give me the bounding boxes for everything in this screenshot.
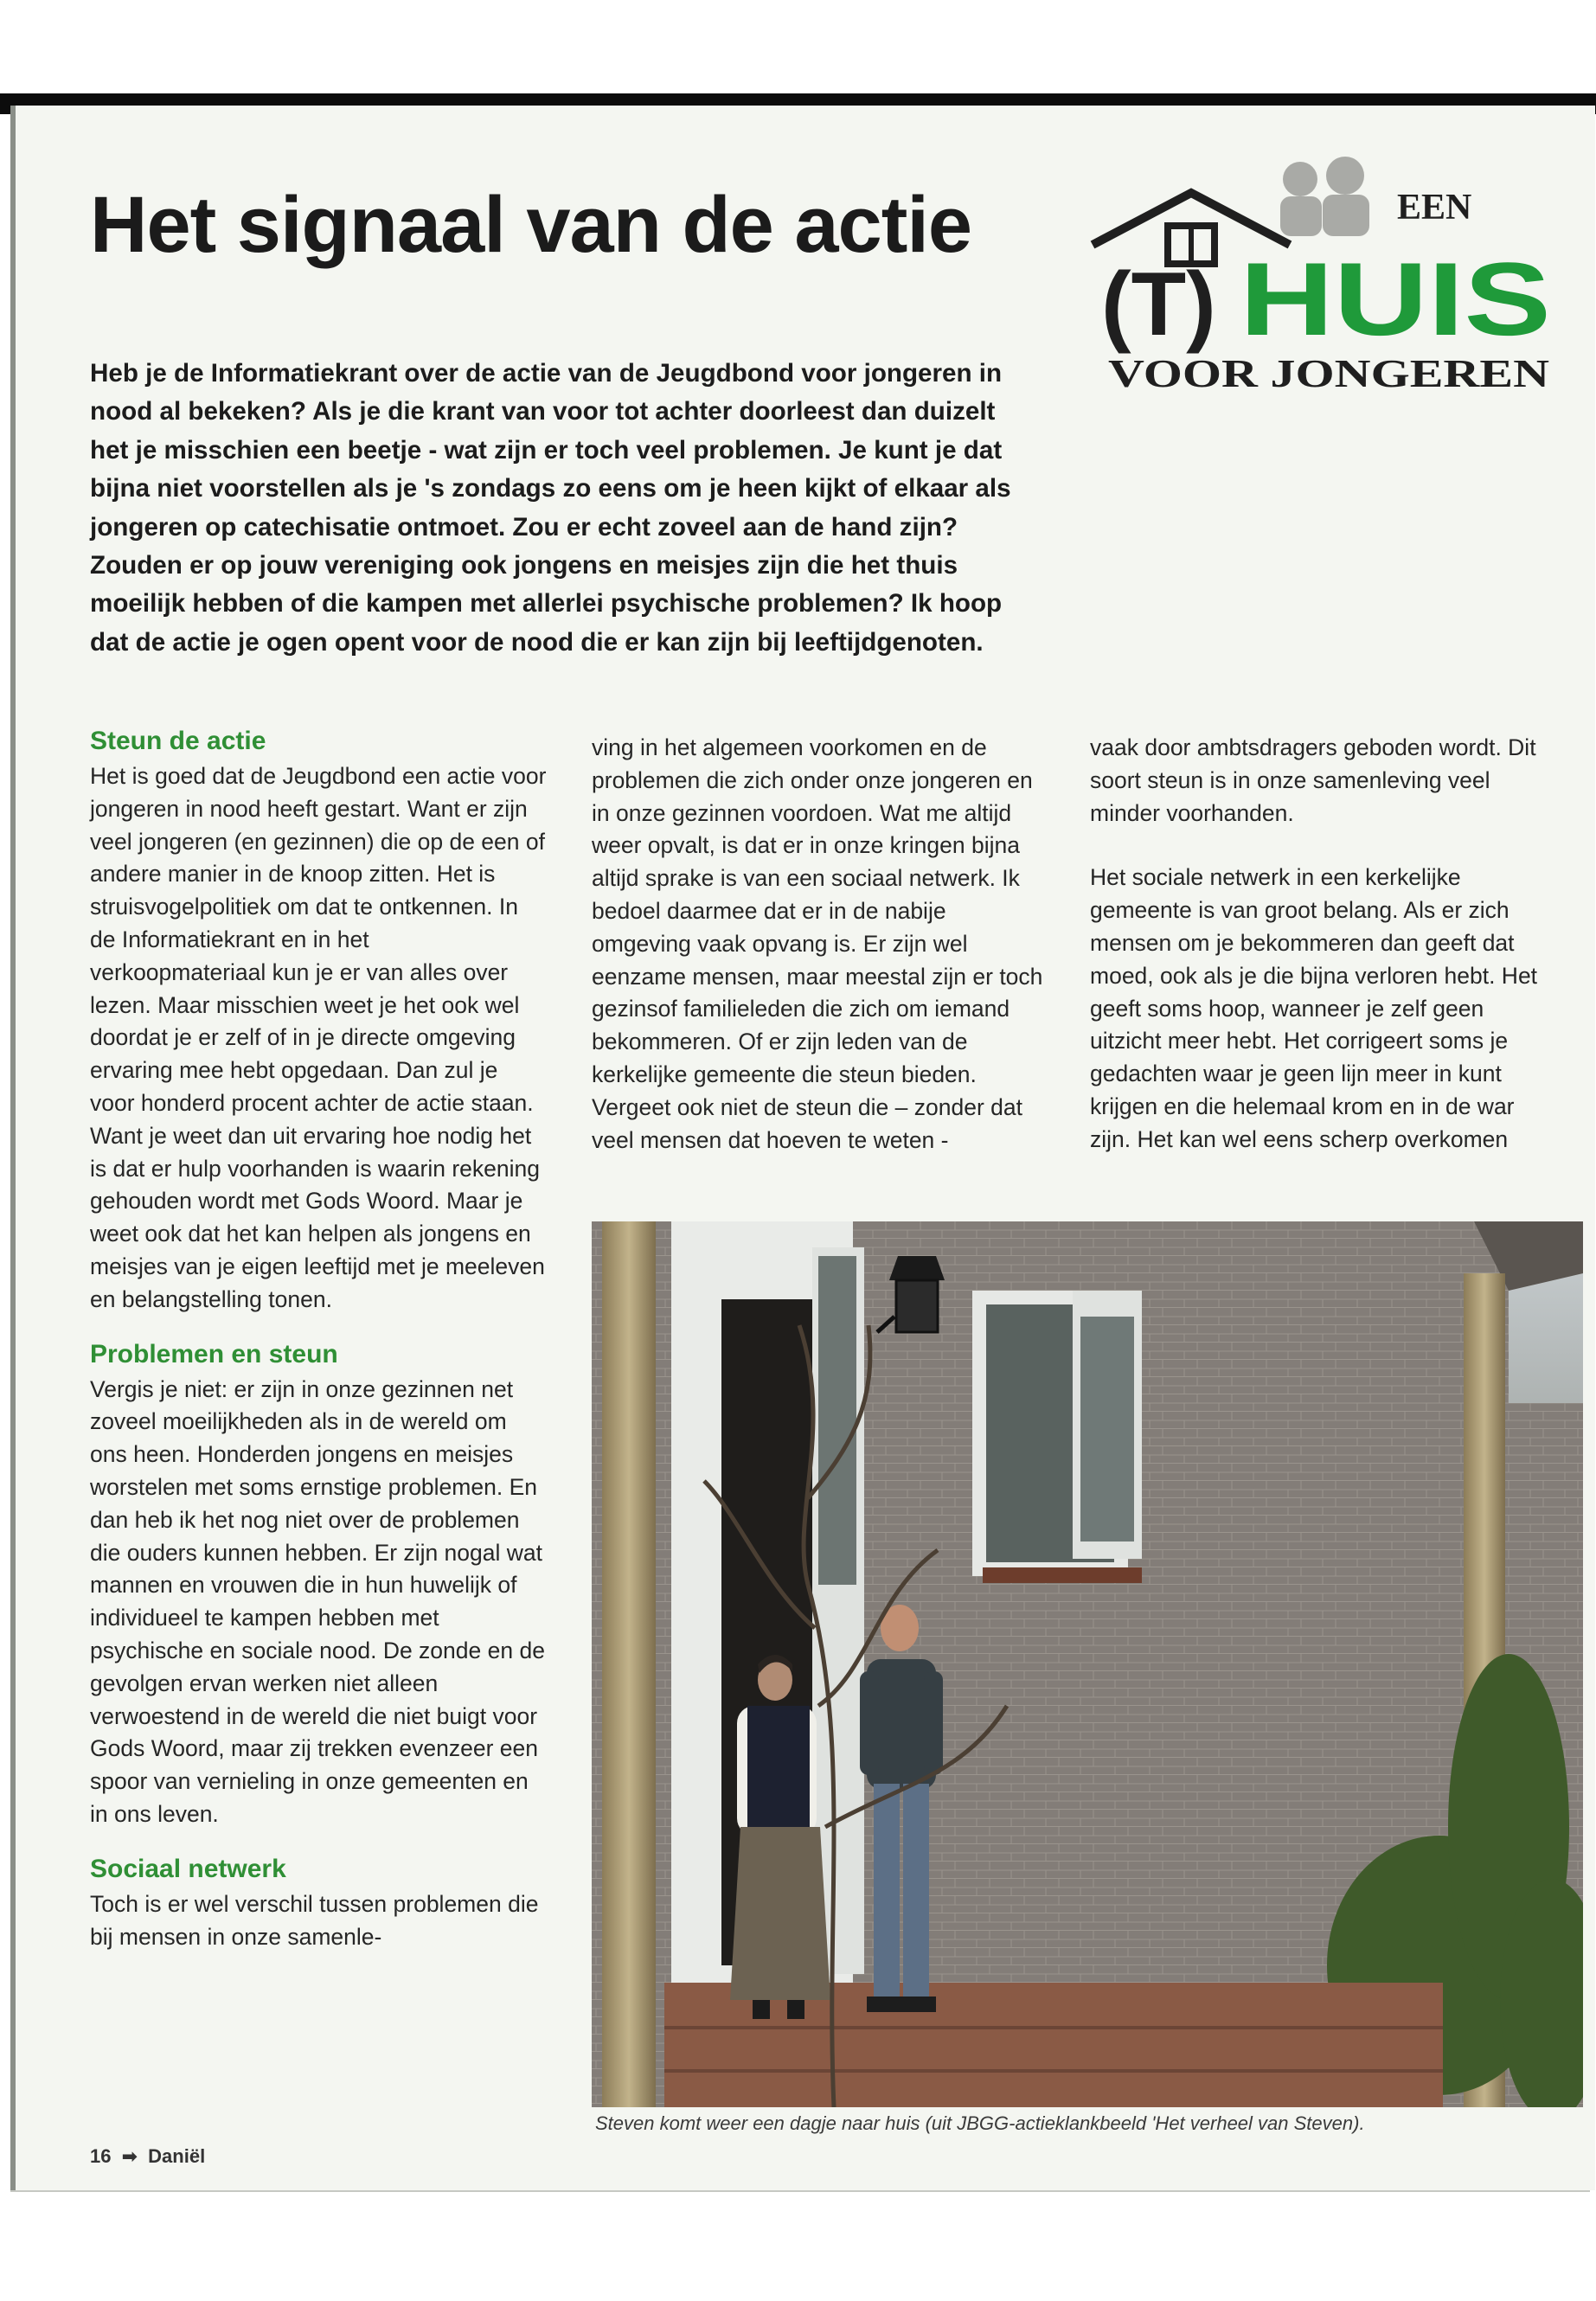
page-number: 16 xyxy=(90,2145,112,2167)
heading-steun-de-actie: Steun de actie xyxy=(90,727,266,755)
paragraph-sociaal-continued: ving in het algemeen voorkomen en de problemen die zich onder onze jongeren en in onze gezinnen voordoen. Wat me altijd weer opvalt, is dat er in onze kringen bijna altijd sprake is van een sociaal netwerk. Ik bedoel daarmee dat er in de nabije omgeving vaak opvang is. Er zijn wel eenzame mensen, maar meestal zijn er toch gezinsof familieleden die zich om iemand bekommeren. Of er zijn leden van de kerkelijke gemeente die steun bieden. Vergeet ook niet de steun die – zonder dat veel mensen dat hoeven te weten - xyxy=(592,734,1043,1153)
article-intro: Heb je de Informatiekrant over de actie van de Jeugdbond voor jongeren in nood al bekeken? Als je die krant van voor tot achter doorleest dan duizelt het je misschien een beetje - wat zijn er toch veel problemen. Je kunt je dat bijna niet voorstellen als je 's zondags zo eens om je heen kijkt of elkaar als jongeren op catechisatie ontmoet. Zou er echt zoveel aan de hand zijn? Zouden er op jouw vereniging ook jongens en meisjes zijn die het thuis moeilijk hebben of die kampen met allerlei psychische problemen? Ik hoop dat de actie je ogen opent voor de nood die er kan zijn bij leeftijdgenoten. xyxy=(90,359,1011,657)
wooden-post-left xyxy=(602,1221,656,2107)
house-logo-graphic xyxy=(1077,143,1566,402)
logo-een-text: EEN xyxy=(1397,188,1472,228)
tiled-floor xyxy=(664,1983,1443,2107)
heading-problemen-en-steun: Problemen en steun xyxy=(90,1339,338,1368)
logo-t-text: (T) xyxy=(1101,254,1216,355)
paragraph-problemen: Vergis je niet: er zijn in onze gezinnen net zoveel moeilijkheden als in de wereld om ons heen. Honderden jongens en meisjes worstelen met soms ernstige problemen. En dan heb ik het nog niet over de problemen die ouders kunnen hebben. Er zijn nogal wat mannen en vrouwen die in hun huwelijk of individueel te kampen hebben met psychische en sociale nood. De zonde en de gevolgen ervan werken niet alleen verwoestend in de wereld die niet buigt voor Gods Woord, maar zij trekken evenzeer een spoor van vernieling in onze gemeenten en in ons leven. xyxy=(90,1375,545,1827)
window-sill xyxy=(983,1567,1142,1583)
photo-house-entrance xyxy=(592,1221,1583,2107)
heading-sociaal-netwerk: Sociaal netwerk xyxy=(90,1854,286,1883)
paragraph-sociaal-netwerk-belang: Het sociale netwerk in een kerkelijke gemeente is van groot belang. Als er zich mensen om je bekommeren dan geeft dat moed, ook als je die bijna verloren hebt. Het geeft soms hoop, wanneer je zelf geen uitzicht meer hebt. Het corrigeert soms je gedachten waar je geen lijn meer in kunt krijgen en die helemaal krom en in de war zijn. Het kan wel eens scherp overkomen xyxy=(1090,864,1538,1152)
people-silhouette-icon xyxy=(1280,157,1369,236)
een-thuis-logo xyxy=(1077,143,1566,402)
arrow-right-icon: ➡ xyxy=(121,2145,138,2167)
logo-huis-text: HUIS xyxy=(1240,241,1551,357)
logo-tagline: VOOR JONGEREN xyxy=(1108,351,1549,395)
paragraph-sociaal-end: vaak door ambtsdragers geboden wordt. Dit soort steun is in onze samenleving veel minder voorhanden. xyxy=(1090,734,1536,826)
paragraph-steun: Het is goed dat de Jeugdbond een actie voor jongeren in nood heeft gestart. Want er zijn veel jongeren (en gezinnen) die op de een of andere manier in de knoop zitten. Het is struisvogelpolitiek om dat te ontkennen. In de Informatiekrant en in het verkoopmateriaal kun je er van alles over lezen. Maar misschien weet je het ook wel doordat je er zelf of in je directe omgeving ervaring mee hebt opgedaan. Dan zul je voor honderd procent achter de actie staan. Want je weet dan uit ervaring hoe nodig het is dat er hulp voorhanden is waarin rekening gehouden wordt met Gods Woord. Maar je weet ook dat het kan helpen als jongens en meisjes van je eigen leeftijd met je meeleven en belangstelling tonen. xyxy=(90,763,547,1312)
column-2 xyxy=(592,732,1050,1157)
column-3 xyxy=(1090,732,1548,1157)
magazine-name: Daniël xyxy=(148,2145,206,2167)
article-title: Het signaal van de actie xyxy=(90,181,972,269)
page-footer xyxy=(90,2144,205,2170)
page-bottom-edge xyxy=(10,2190,1590,2192)
article-photo xyxy=(592,1221,1583,2107)
paragraph-sociaal-start: Toch is er wel verschil tussen problemen die bij mensen in onze samenle- xyxy=(90,1890,539,1950)
photo-caption: Steven komt weer een dagje naar huis (uit JBGG-actieklankbeeld 'Het verheel van Steven). xyxy=(595,2112,1365,2134)
column-1 xyxy=(90,722,548,1953)
